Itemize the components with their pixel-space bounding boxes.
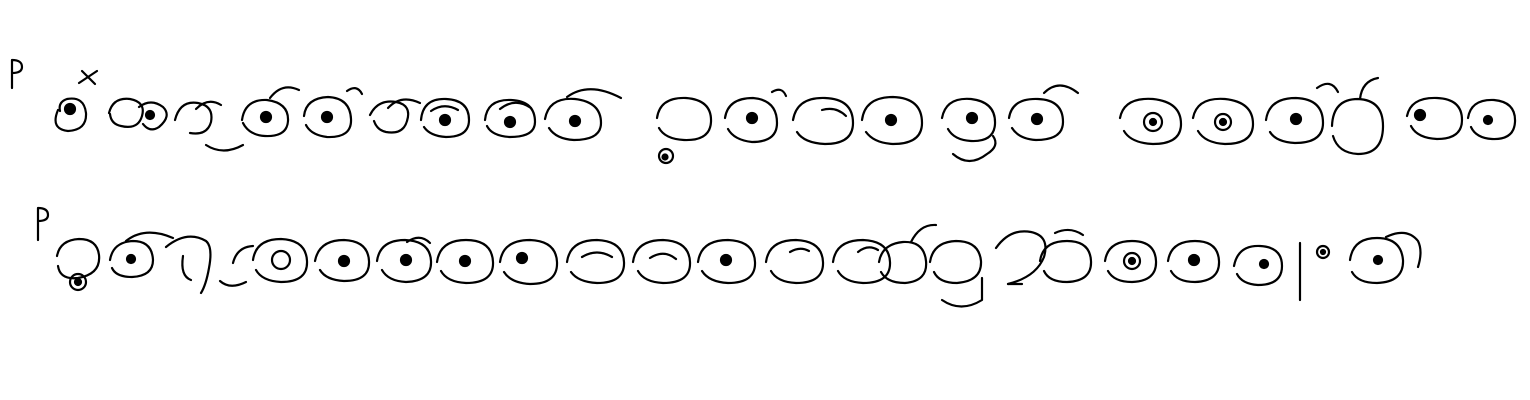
line-2-glyph-6 (315, 240, 369, 281)
line-1-glyph-17 (1193, 99, 1253, 144)
line-2-glyph-1 (57, 239, 99, 290)
line-2-glyph-4 (220, 246, 253, 286)
line-2-glyph-8 (437, 240, 493, 283)
line-2-glyph-5 (253, 239, 307, 282)
line-1-glyph-10 (657, 98, 711, 163)
line-2-glyph-13 (766, 240, 823, 283)
line-2-glyph-18 (1040, 230, 1091, 282)
line-2-glyph-21 (1234, 243, 1300, 300)
line-1-glyph-7 (421, 99, 469, 137)
line-2-glyph-19 (1105, 241, 1156, 282)
line-1-glyph-14 (942, 99, 995, 161)
line-1-glyph-15 (1009, 86, 1078, 141)
line-1-glyph-6 (370, 99, 420, 132)
line-1-glyph-12 (793, 98, 853, 144)
line-2-glyph-20 (1168, 241, 1219, 282)
line-2-glyph-10 (567, 240, 624, 283)
line-2-glyph-12 (698, 240, 755, 283)
line-1-glyph-21 (1468, 100, 1515, 139)
line-1-glyph-1 (56, 71, 97, 131)
line-2-glyph-3 (166, 237, 210, 293)
line-1-glyph-11 (725, 90, 786, 142)
line-2-glyph-22 (1317, 246, 1329, 258)
line-2-glyph-23 (1350, 233, 1421, 283)
line-1-glyph-5 (304, 88, 362, 137)
line-2-glyph-2 (110, 233, 173, 277)
specimen-line-1 (0, 36, 1530, 176)
specimen-line-2 (0, 190, 1530, 330)
line-1-glyph-18 (1266, 84, 1338, 143)
line-2-glyph-11 (633, 240, 690, 283)
line-1-glyph-13 (862, 97, 922, 144)
specimen-line-2-glyphs (0, 190, 1530, 330)
line-1-glyph-9 (545, 89, 621, 140)
line-1-glyph-16 (1120, 99, 1181, 144)
line-1-glyph-2 (109, 99, 167, 130)
line-1-glyph-3 (175, 102, 243, 151)
line-1-marker (12, 60, 22, 88)
specimen-line-1-glyphs (0, 36, 1530, 176)
line-1-glyph-8 (485, 100, 535, 137)
line-1-glyph-4 (242, 87, 299, 136)
line-2-glyph-7 (377, 238, 431, 282)
line-2-glyph-16 (930, 241, 982, 307)
line-1-glyph-19 (1332, 78, 1383, 154)
line-2-marker (38, 208, 48, 240)
line-2-glyph-17 (996, 231, 1045, 284)
line-2-glyph-9 (500, 240, 557, 284)
line-2-glyph-14 (833, 240, 890, 283)
line-1-glyph-20 (1407, 98, 1462, 139)
